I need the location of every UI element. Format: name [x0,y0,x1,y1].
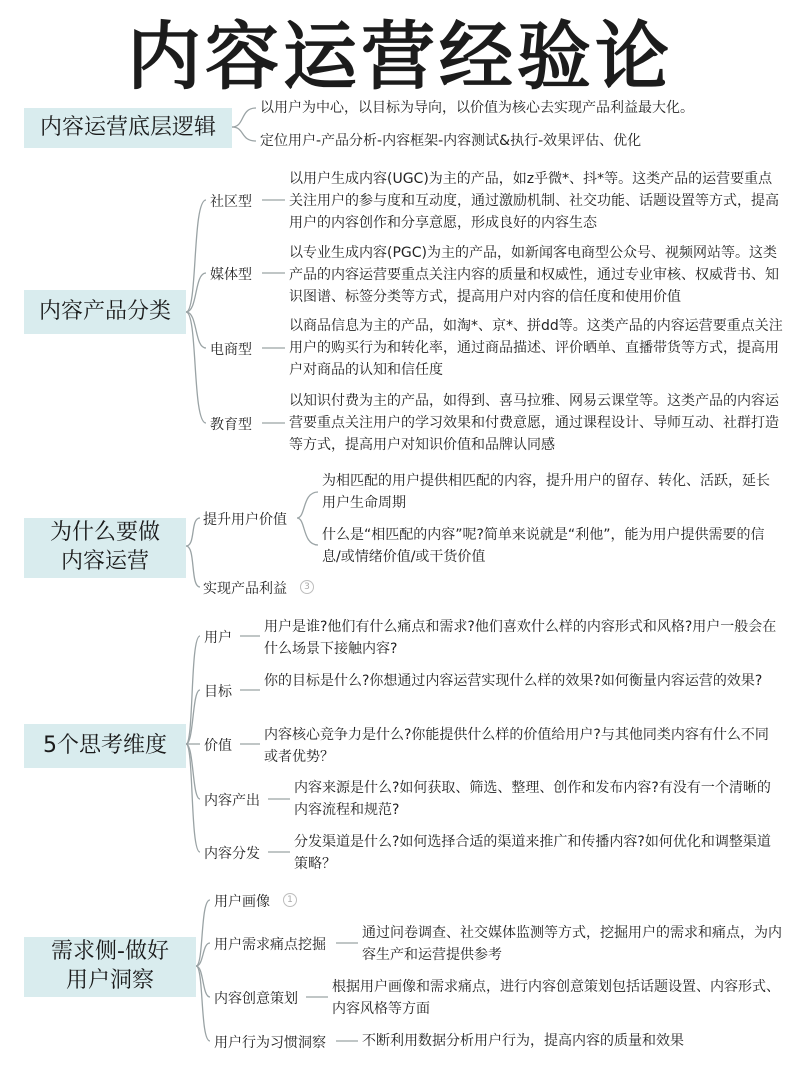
topic-label-line2: 内容运营 [60,549,149,574]
branch-user-text: 用户是谁?他们有什么痛点和需求?他们喜欢什么样的内容形式和风格?用户一般会在什么场景下接触内容? [264,619,777,657]
branch-media: 媒体型 [210,267,252,283]
branch-value-text: 内容核心竞争力是什么?你能提供什么样的价值给用户?与其他同类内容有什么不同或者优势？ [264,727,769,765]
branch-pain-points-text: 通过问卷调查、社交媒体监测等方式，挖掘用户的需求和痛点，为内容生产和运营提供参考 [362,925,782,963]
branch-community-text: 以用户生成内容(UGC)为主的产品，如z乎微*、抖*等。这类产品的运营要重点关注用户的参与度和互动度，通过激励机制、社交功能、话题设置等方式，提高用户的内容创作和分享意愿，形成良好的内容生态 [289,171,779,231]
topic-label: 内容产品分类 [38,298,171,324]
topic-label: 内容运营底层逻辑 [39,114,216,140]
topic-user-insight [24,937,196,997]
branch-creative-planning-text: 根据用户画像和需求痛点，进行内容创意策划包括话题设置、内容形式、内容风格等方面 [332,979,780,1017]
logic-item-2: 定位用户-产品分析-内容框架-内容测试&执行-效果评估、优化 [260,133,642,149]
user-value-text-1: 为相匹配的用户提供相匹配的内容，提升用户的留存、转化、活跃，延长用户生命周期 [322,473,770,511]
logic-item-1: 以用户为中心，以目标为导向，以价值为核心去实现产品利益最大化。 [260,100,694,116]
branch-pain-points: 用户需求痛点挖掘 [214,937,326,953]
branch-behavior-insight-text: 不断利用数据分析用户行为，提高内容的质量和效果 [362,1033,684,1049]
topic-five-dimensions [24,724,186,768]
page-title: 内容运营经验论 [127,14,673,100]
branch-content-production-text: 内容来源是什么?如何获取、筛选、整理、创作和发布内容?有没有一个清晰的内容流程和规范? [294,780,771,818]
branch-goal: 目标 [204,684,232,700]
branch-goal-text: 你的目标是什么?你想通过内容运营实现什么样的效果?如何衡量内容运营的效果? [264,673,763,689]
topic-label-line1: 为什么要做 [49,520,160,546]
topic-why-content-ops [24,518,186,578]
branch-content-distribution: 内容分发 [204,846,260,862]
branch-user-persona: 用户画像 [214,894,270,910]
topic-label-line2: 用户洞察 [65,968,154,993]
branch-value: 价值 [204,738,232,754]
branch-user-value: 提升用户价值 [203,512,287,528]
topic-label-line1: 需求侧-做好 [51,939,169,965]
topic-product-types [24,290,186,334]
badge-1-icon: 1 [283,893,297,907]
branch-content-production: 内容产出 [204,793,260,809]
user-value-text-2: 什么是“相匹配的内容”呢?简单来说就是“利他”，能为用户提供需要的信息/或情绪价值/或干货价值 [322,527,765,565]
branch-education: 教育型 [210,417,252,433]
branch-product-benefit: 实现产品利益 [203,581,287,597]
branch-community: 社区型 [210,194,252,210]
topic-label: 5个思考维度 [43,732,167,758]
branch-ecommerce-text: 以商品信息为主的产品，如淘*、京*、拼dd等。这类产品的内容运营要重点关注用户的购买行为和转化率，通过商品描述、评价晒单、直播带货等方式，提高用户对商品的认知和信任度 [289,318,783,378]
branch-content-distribution-text: 分发渠道是什么?如何选择合适的渠道来推广和传播内容?如何优化和调整渠道策略？ [294,834,771,872]
branch-media-text: 以专业生成内容(PGC)为主的产品，如新闻客电商型公众号、视频网站等。这类产品的内容运营要重点关注内容的质量和权威性，通过专业审核、权威背书、知识图谱、标签分类等方式，提高用户对内容的信任度和使用价值 [289,245,779,305]
branch-creative-planning: 内容创意策划 [214,991,298,1007]
topic-content-ops-logic [24,108,232,148]
branch-ecommerce: 电商型 [210,342,252,358]
branch-education-text: 以知识付费为主的产品，如得到、喜马拉雅、网易云课堂等。这类产品的内容运营要重点关注用户的学习效果和付费意愿，通过课程设计、导师互动、社群打造等方式，提高用户对知识价值和品牌认同感 [289,393,779,453]
badge-3-icon: 3 [300,580,314,594]
branch-behavior-insight: 用户行为习惯洞察 [214,1035,326,1051]
branch-user: 用户 [204,630,232,646]
